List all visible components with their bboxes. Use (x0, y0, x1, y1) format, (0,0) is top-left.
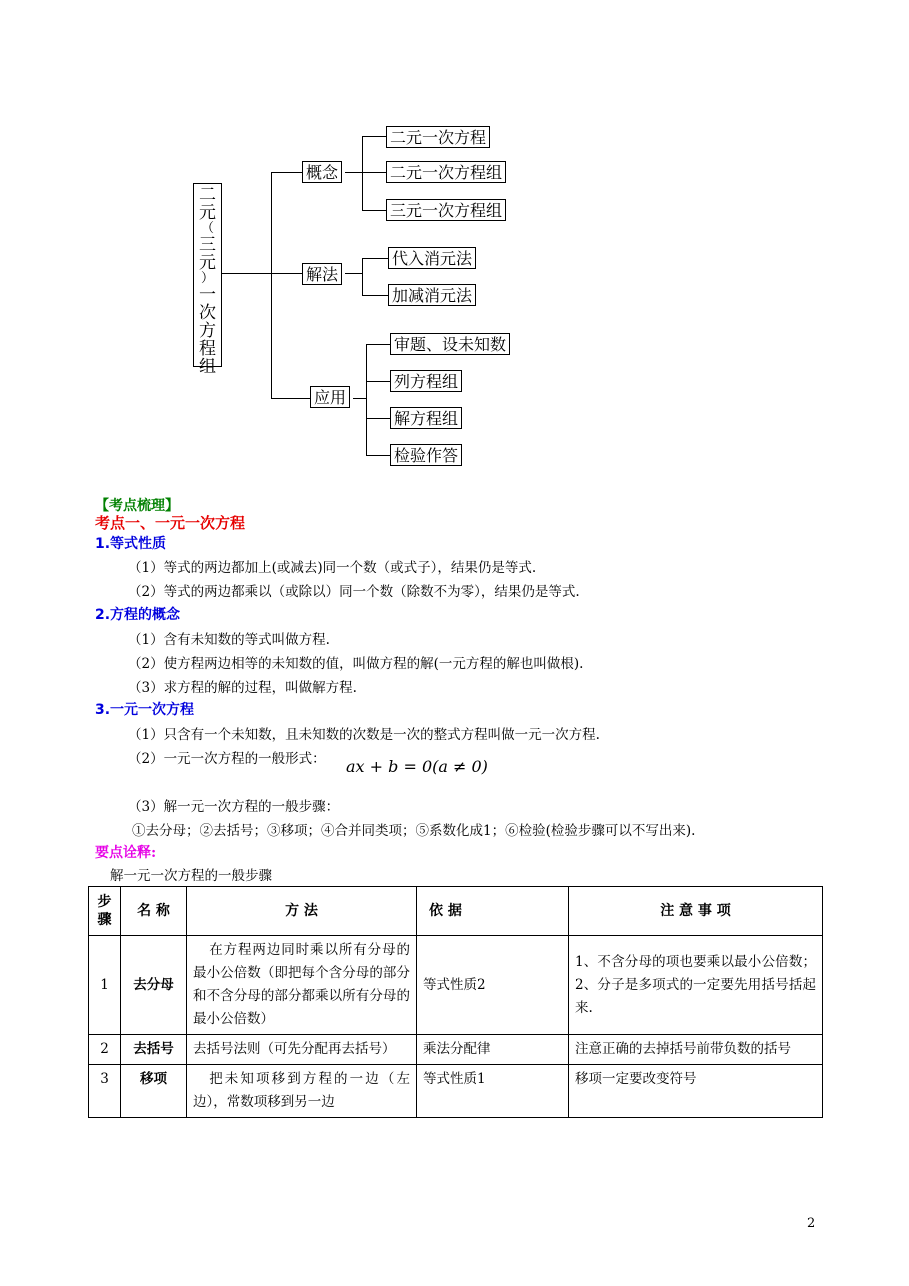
cell-basis: 乘法分配律 (417, 1035, 569, 1065)
heading-linear-equation: 3.一元一次方程 (95, 702, 195, 718)
cell-step: 2 (89, 1035, 121, 1065)
branch-concept: 概念 (302, 161, 342, 183)
steps-table (88, 886, 823, 1118)
cell-method: 在方程两边同时乘以所有分母的最小公倍数（即把每个含分母的部分和不含分母的部分都乘以所有分母的最小公倍数） (187, 936, 417, 1035)
cell-name: 去括号 (121, 1035, 187, 1065)
general-form-formula: ax + b = 0(a ≠ 0) (346, 757, 488, 776)
header-notes: 注 意 事 项 (569, 887, 823, 936)
leaf-concept-2: 二元一次方程组 (386, 161, 506, 183)
branch-application: 应用 (310, 386, 350, 408)
cell-step: 1 (89, 936, 121, 1035)
root-char: 程 (199, 339, 216, 359)
cell-basis: 等式性质2 (417, 936, 569, 1035)
paragraph: （2）一元一次方程的一般形式： (128, 751, 326, 767)
heading-equality-properties: 1.等式性质 (95, 536, 167, 552)
table-header-row (89, 887, 823, 936)
table-row (89, 1065, 823, 1118)
cell-step: 3 (89, 1065, 121, 1118)
leaf-application-2: 列方程组 (390, 370, 462, 392)
table-caption: 解一元一次方程的一般步骤 (110, 868, 272, 884)
header-step: 步骤 (89, 887, 121, 936)
leaf-concept-3: 三元一次方程组 (386, 199, 506, 221)
root-char: 二 (199, 185, 216, 205)
leaf-application-4: 检验作答 (390, 444, 462, 466)
table-row (89, 936, 823, 1035)
heading-equation-concept: 2.方程的概念 (95, 607, 181, 623)
paragraph: （1）含有未知数的等式叫做方程. (128, 632, 330, 648)
paragraph: （2）等式的两边都乘以（或除以）同一个数（除数不为零），结果仍是等式. (128, 584, 580, 600)
key-points-label: 要点诠释: (95, 845, 157, 861)
root-char: 三 (199, 235, 216, 255)
leaf-concept-1: 二元一次方程 (386, 126, 490, 148)
cell-notes: 1、不含分母的项也要乘以最小公倍数；2、分子是多项式的一定要先用括号括起来. (569, 936, 823, 1035)
leaf-solution-1: 代入消元法 (388, 247, 476, 269)
page-number: 2 (807, 1216, 816, 1231)
root-char: （ (200, 221, 214, 236)
paragraph: ①去分母；②去括号；③移项；④合并同类项；⑤系数化成1；⑥检验(检验步骤可以不写出来). (132, 823, 696, 839)
root-char: 元 (199, 203, 216, 223)
branch-solution: 解法 (302, 263, 342, 285)
section-title: 考点一、一元一次方程 (95, 514, 246, 532)
cell-notes: 移项一定要改变符号 (569, 1065, 823, 1118)
cell-basis: 等式性质1 (417, 1065, 569, 1118)
header-name: 名 称 (121, 887, 187, 936)
table-row (89, 1035, 823, 1065)
root-char: ） (200, 271, 214, 286)
root-char: 一 (199, 285, 216, 305)
cell-name: 去分母 (121, 936, 187, 1035)
root-char: 次 (199, 303, 216, 323)
root-char: 组 (199, 357, 216, 377)
paragraph: （3）解一元一次方程的一般步骤： (128, 799, 340, 815)
root-char: 方 (199, 321, 216, 341)
header-method: 方 法 (187, 887, 417, 936)
paragraph: （1）等式的两边都加上(或减去)同一个数（或式子），结果仍是等式. (128, 560, 537, 576)
cell-name: 移项 (121, 1065, 187, 1118)
leaf-application-3: 解方程组 (390, 407, 462, 429)
paragraph: （1）只含有一个未知数，且未知数的次数是一次的整式方程叫做一元一次方程. (128, 727, 600, 743)
diagram-root (193, 183, 222, 377)
leaf-application-1: 审题、设未知数 (390, 333, 510, 355)
cell-method: 去括号法则（可先分配再去括号） (187, 1035, 417, 1065)
paragraph: （3）求方程的解的过程，叫做解方程. (128, 680, 357, 696)
cell-method: 把未知项移到方程的一边（左边），常数项移到另一边 (187, 1065, 417, 1118)
leaf-solution-2: 加减消元法 (388, 284, 476, 306)
header-basis: 依 据 (417, 887, 569, 936)
section-tag: 【考点梳理】 (95, 498, 179, 514)
cell-notes: 注意正确的去掉括号前带负数的括号 (569, 1035, 823, 1065)
root-char: 元 (199, 253, 216, 273)
paragraph: （2）使方程两边相等的未知数的值，叫做方程的解(一元方程的解也叫做根). (128, 656, 584, 672)
